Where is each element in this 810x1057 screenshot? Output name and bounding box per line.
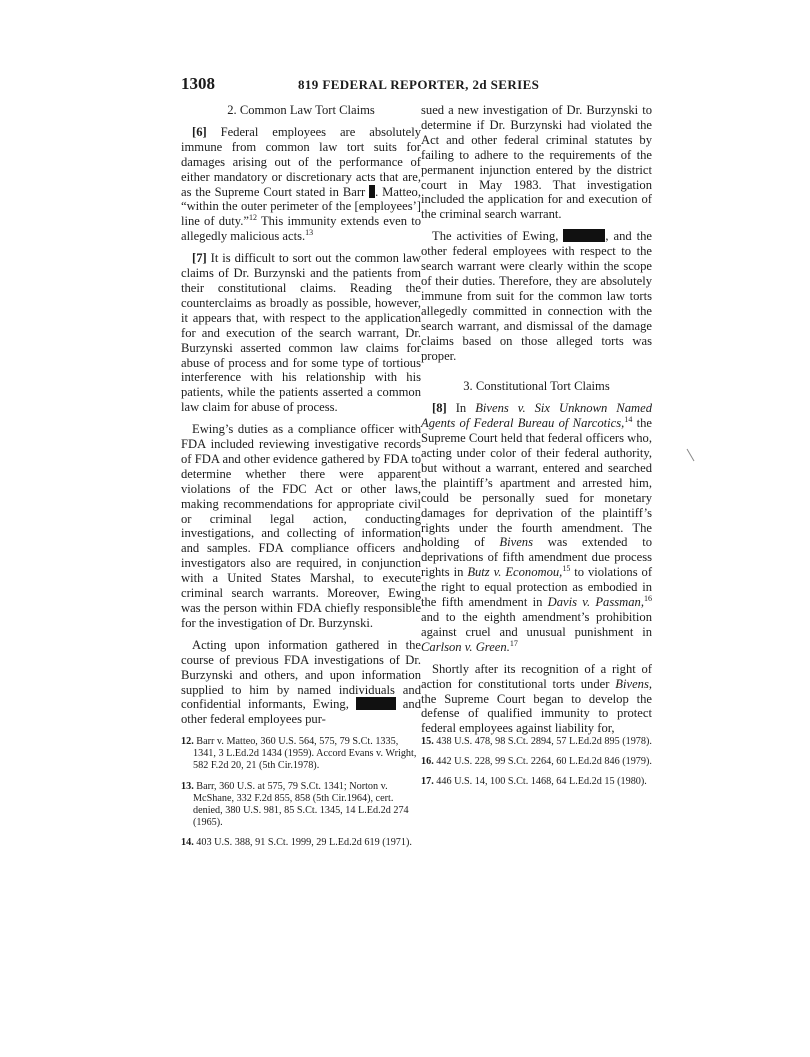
paragraph-text: the Supreme Court began to develop the defense of qualified immunity to protect federal employees against liability for,: [421, 691, 652, 736]
running-head: 819 FEDERAL REPORTER, 2d SERIES: [298, 77, 540, 92]
footnote-ref: 14: [624, 415, 633, 425]
footnote: [421, 756, 652, 768]
paragraph-text: Federal employees are absolutely immune from common law tort suits for damages arising out of the performance of either mandatory or discretionary acts that are, as the Supreme Court stated in Barr: [181, 124, 421, 199]
paragraph-investigation: [181, 638, 421, 727]
footnote-ref: 17: [509, 638, 518, 648]
footnote-text: 442 U.S. 228, 99 S.Ct. 2264, 60 L.Ed.2d 846 (1979).: [436, 756, 652, 768]
page-number: 1308: [181, 74, 215, 93]
footnote-ref: 15: [562, 564, 571, 574]
paragraph-text: It is difficult to sort out the common law claims of Dr. Burzynski and the patients from their constitutional claims. Reading the counterclaims as broadly as possible, however, it appears that, with respect to the application for and execution of the search warrant, Dr. Burzynski asserted common law claims for abuse of process and for some type of tortious interference with his relationship with his patients, while the patients asserted a common law claim for abuse of process.: [181, 251, 421, 415]
section-heading-common-law: 2. Common Law Tort Claims: [227, 103, 375, 117]
right-column: [421, 103, 652, 743]
footnote-number: 16.: [421, 756, 434, 768]
paragraph-text: to violations of the right to equal protection as embodied in the fifth amendment in: [421, 565, 653, 610]
footnote-number: 15.: [421, 736, 434, 747]
footnote-text: 438 U.S. 478, 98 S.Ct. 2894, 57 L.Ed.2d 895 (1978).: [436, 736, 652, 747]
keynote-number: [6]: [192, 124, 207, 139]
scan-artifact-mark: [687, 449, 695, 462]
footnote-text: 403 U.S. 388, 91 S.Ct. 1999, 29 L.Ed.2d 619 (1971).: [196, 837, 412, 849]
footnote-number: 13.: [181, 780, 194, 792]
section-heading-constitutional: 3. Constitutional Tort Claims: [463, 379, 610, 394]
case-name: Butz v. Economou,: [467, 565, 563, 580]
keynote-number: [8]: [432, 401, 447, 416]
paragraph-activities: [421, 229, 652, 363]
paragraph-qualified-immunity: [421, 662, 652, 737]
footnote: [181, 781, 421, 830]
footnote-number: 17.: [421, 776, 434, 788]
paragraph-text: This immunity extends even to allegedly malicious acts.: [181, 214, 421, 244]
footnote: [181, 837, 421, 849]
case-name: Carlson v. Green.: [421, 639, 510, 654]
left-column: [181, 103, 421, 734]
paragraph-text: Shortly after its recognition of a right of action for constitutional torts under: [421, 661, 652, 691]
footnote-text: Barr, 360 U.S. at 575, 79 S.Ct. 1341; Norton v. McShane, 332 F.2d 855, 858 (5th Cir.1964), cert. denied, 380 U.S. 981, 85 S.Ct. 1345, 14 L.Ed.2d 274 (1965).: [193, 780, 409, 829]
paragraph-text: was extended to deprivations of fifth amendment due process rights in: [421, 535, 652, 580]
keynote-number: [7]: [192, 251, 207, 266]
footnote-number: 14.: [181, 837, 194, 849]
case-name: Bivens: [499, 535, 533, 550]
paragraph-text: and other federal employees pur-: [181, 697, 421, 727]
paragraph-ewing-duties: Ewing’s duties as a compliance officer with FDA included reviewing investigative records of FDA and other evidence gathered by FDA to determine whether there were apparent violations of the FDC Act or other laws, making recommendations for appropriate civil or criminal legal action, conducting investigations, and collecting of information and samples. FDA compliance officers and investigators also are required, in conjunction with a United States Marshal, to execute criminal search warrants. Moreover, Ewing was the person within FDA chiefly responsible for the investigation of Dr. Burzynski.: [181, 422, 421, 630]
paragraph-continuation: sued a new investigation of Dr. Burzynski to determine if Dr. Burzynski had violated the Act and other federal criminal statutes by failing to adhere to the requirements of the permanent injunction entered by the district court in May 1983. That investigation included the application for and execution of the criminal search warrant.: [421, 103, 652, 222]
case-name: Bivens v. Six Unknown Named Agents of Federal Bureau of Narcotics,: [421, 401, 652, 431]
footnote-text: Barr v. Matteo, 360 U.S. 564, 575, 79 S.Ct. 1335, 1341, 3 L.Ed.2d 1434 (1959). Accord Evans v. Wright, 582 F.2d 20, 21 (5th Cir.1978).: [193, 736, 417, 772]
paragraph-claims: [181, 251, 421, 415]
paragraph-bivens: [421, 401, 652, 654]
redaction-mark: [563, 229, 605, 242]
paragraph-text: . Matteo, “within the outer perimeter of the [employees’] line of duty.”: [181, 184, 422, 229]
case-name: Bivens,: [615, 676, 652, 691]
paragraph-text: Acting upon information gathered in the course of previous FDA investigations of Dr. Burzynski and others, and upon information supplied to him by named individuals and confidential informants, Ewing,: [181, 637, 421, 712]
paragraph-text: The activities of Ewing,: [432, 229, 564, 244]
footnotes-right: [421, 736, 652, 797]
paragraph-text: the Supreme Court held that federal officers who, acting under color of their federal authority, but without a warrant, entered and searched the plaintiff’s apartment and arrested him, could be personally sued for monetary damages for deprivation of the plaintiff’s rights under the fourth amendment. The holding of: [421, 416, 652, 550]
footnote: [421, 776, 652, 788]
footnote-ref: 12: [249, 213, 258, 223]
footnote-ref: 16: [644, 593, 652, 603]
footnotes-left: [181, 736, 421, 858]
footnote: [181, 736, 421, 773]
paragraph-text: In: [446, 401, 476, 416]
paragraph-immunity: [181, 125, 421, 244]
paragraph-text: and to the eighth amendment’s prohibition against cruel and unusual punishment in: [421, 610, 652, 639]
footnote-number: 12.: [181, 736, 194, 747]
paragraph-text: , and the other federal employees with respect to the search warrant were clearly within the scope of their duties. Therefore, they are absolutely immune from suit for the common law torts allegedly committed in connection with the search warrant, and dismissal of the damage claims based on those alleged torts was proper.: [421, 229, 652, 363]
redaction-mark: [356, 697, 396, 710]
footnote: [421, 736, 652, 748]
case-name: Davis v. Passman,: [547, 595, 644, 610]
footnote-ref: 13: [305, 228, 314, 238]
footnote-text: 446 U.S. 14, 100 S.Ct. 1468, 64 L.Ed.2d 15 (1980).: [436, 776, 647, 788]
